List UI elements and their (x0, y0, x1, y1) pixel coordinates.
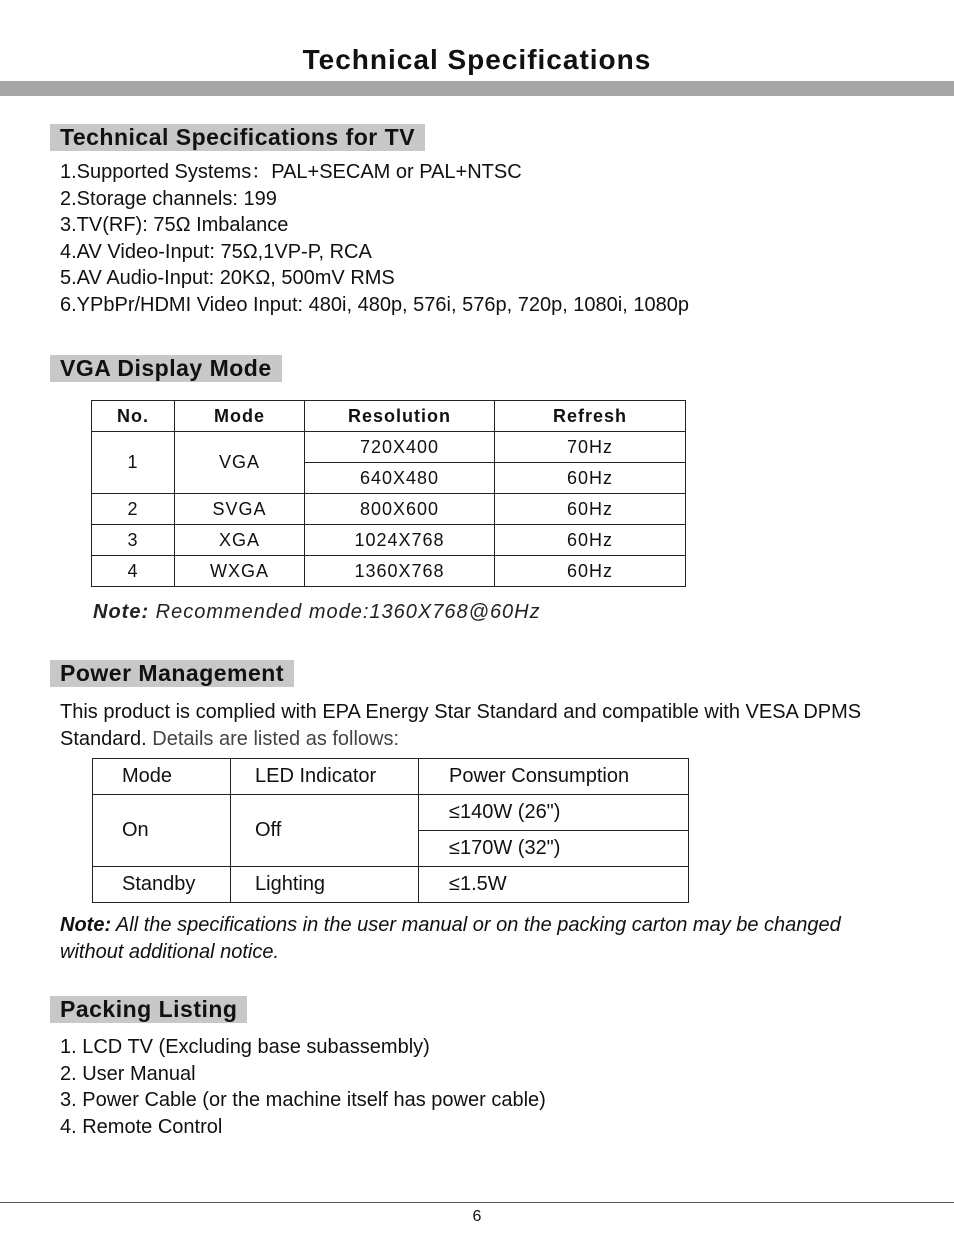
power-intro-main: This product is complied with EPA Energy Star Standard and compatible with VESA DPMS Standard. (60, 701, 862, 750)
table-cell: 800X600 (305, 494, 495, 525)
tv-spec-list (60, 159, 689, 318)
table-cell: Lighting (231, 867, 419, 903)
table-cell: 1 (92, 432, 175, 494)
title-divider-bar (0, 81, 954, 96)
table-cell: On (93, 795, 231, 867)
table-cell: 60Hz (495, 556, 686, 587)
note-text: All the specifications in the user manual or on the packing carton may be changed without additional notice. (60, 914, 841, 963)
page-title: Technical Specifications (302, 44, 652, 75)
power-note (60, 912, 880, 965)
table-row (92, 525, 686, 556)
table-cell: 720X400 (305, 432, 495, 463)
table-cell: 3 (92, 525, 175, 556)
power-section-header: Power Management (50, 660, 294, 687)
table-header-cell: LED Indicator (231, 759, 419, 795)
list-item: 4.AV Video-Input: 75Ω,1VP-P, RCA (60, 240, 372, 263)
power-intro-soft: Details are listed as follows: (146, 727, 400, 750)
note-label: Note: (93, 601, 150, 623)
table-row (92, 494, 686, 525)
footer-divider (0, 1202, 954, 1203)
table-cell: ≤170W (32") (419, 831, 689, 867)
table-row (92, 432, 686, 463)
list-item: 3.TV(RF): 75Ω Imbalance (60, 214, 289, 236)
tv-section-header: Technical Specifications for TV (50, 124, 425, 151)
table-header-cell: Resolution (305, 401, 495, 432)
page-number: 6 (472, 1208, 482, 1225)
table-cell: 2 (92, 494, 175, 525)
table-header-cell: Mode (93, 759, 231, 795)
table-cell: 60Hz (495, 525, 686, 556)
table-cell: XGA (175, 525, 305, 556)
table-header-cell: Power Consumption (419, 759, 689, 795)
list-item: 1. LCD TV (Excluding base subassembly) (60, 1036, 430, 1058)
list-item: 1.Supported Systems：PAL+SECAM or PAL+NTSC (60, 161, 522, 183)
power-management-table (92, 758, 689, 903)
table-cell: VGA (175, 432, 305, 494)
table-cell: ≤140W (26") (419, 795, 689, 831)
list-item: 4. Remote Control (60, 1115, 223, 1138)
table-cell: 640X480 (305, 463, 495, 494)
table-cell: Standby (93, 867, 231, 903)
packing-list (60, 1034, 546, 1140)
table-header-cell: No. (92, 401, 175, 432)
vga-section-header: VGA Display Mode (50, 355, 282, 382)
table-cell: 1024X768 (305, 525, 495, 556)
vga-note (93, 601, 541, 624)
packing-section-header: Packing Listing (50, 996, 247, 1023)
table-cell: 60Hz (495, 463, 686, 494)
table-cell: 60Hz (495, 494, 686, 525)
list-item: 3. Power Cable (or the machine itself has power cable) (60, 1089, 546, 1111)
table-cell: 4 (92, 556, 175, 587)
table-cell: SVGA (175, 494, 305, 525)
table-header-cell: Mode (175, 401, 305, 432)
list-item: 2.Storage channels: 199 (60, 187, 277, 210)
list-item: 6.YPbPr/HDMI Video Input: 480i, 480p, 576i, 576p, 720p, 1080i, 1080p (60, 293, 689, 316)
table-header-row (93, 759, 689, 795)
table-row (93, 867, 689, 903)
list-item: 2. User Manual (60, 1062, 196, 1085)
note-label: Note: (60, 914, 112, 936)
table-row (92, 556, 686, 587)
vga-mode-table (91, 400, 686, 587)
table-cell: ≤1.5W (419, 867, 689, 903)
table-cell: WXGA (175, 556, 305, 587)
note-text: Recommended mode:1360X768@60Hz (149, 601, 541, 623)
power-intro-text (60, 699, 910, 752)
table-header-row (92, 401, 686, 432)
table-row (93, 795, 689, 831)
list-item: 5.AV Audio-Input: 20KΩ, 500mV RMS (60, 267, 395, 289)
table-header-cell: Refresh (495, 401, 686, 432)
table-cell: Off (231, 795, 419, 867)
table-cell: 70Hz (495, 432, 686, 463)
table-cell: 1360X768 (305, 556, 495, 587)
